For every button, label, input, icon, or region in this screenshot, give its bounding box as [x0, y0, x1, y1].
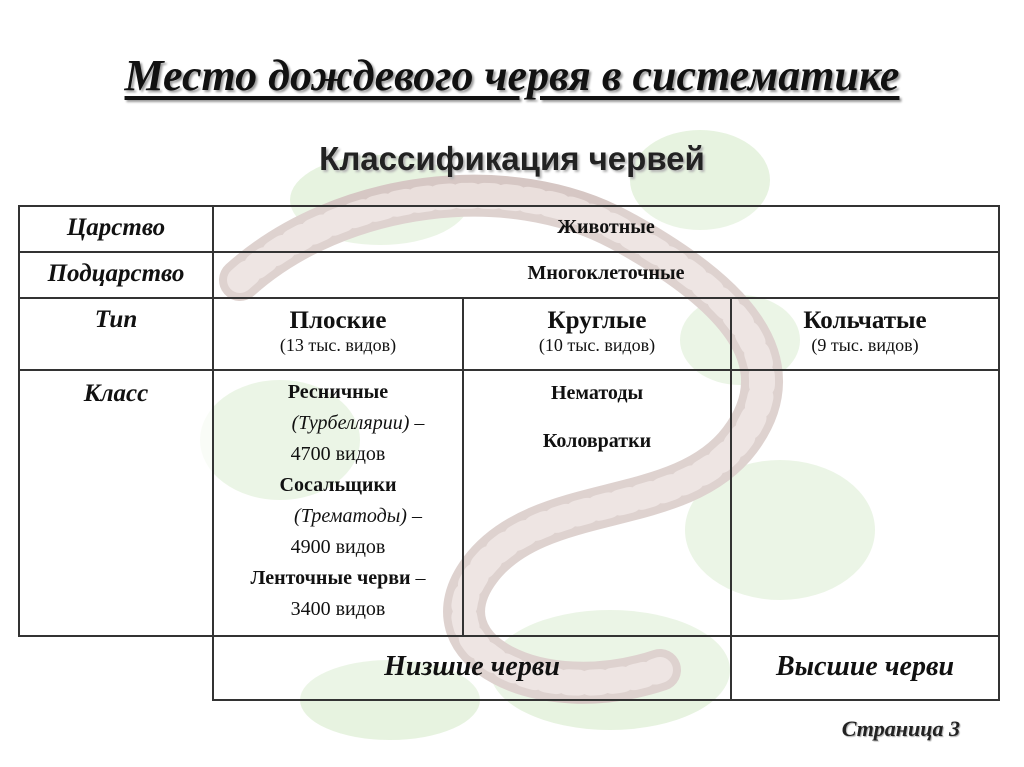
class-flukes: Сосальщики: [279, 474, 397, 496]
type-roundworms: [463, 298, 731, 370]
type-count: (13 тыс. видов): [279, 335, 397, 355]
kingdom-label: Царство: [19, 206, 213, 252]
page-title: Место дождевого червя в систематике: [124, 51, 900, 100]
kingdom-value: Животные: [213, 206, 999, 252]
class-ciliated: Ресничные: [287, 381, 389, 403]
annelid-classes: [731, 370, 999, 636]
table-row-type: [19, 298, 999, 370]
table-row-group: [19, 636, 999, 700]
type-flatworms: [213, 298, 463, 370]
table-row-class: [19, 370, 999, 636]
page-number: Страница 3: [841, 716, 960, 741]
class-tapeworms: Ленточные черви: [250, 567, 411, 589]
group-higher: Высшие черви: [731, 636, 999, 700]
empty-cell: [19, 636, 213, 700]
subkingdom-label: Подцарство: [19, 252, 213, 298]
table-row-kingdom: [19, 206, 999, 252]
subkingdom-value: Многоклеточные: [213, 252, 999, 298]
type-label: Тип: [19, 298, 213, 370]
class-tapeworms-count: 3400 видов: [290, 598, 386, 620]
classification-table: [18, 205, 1000, 701]
type-name: Кольчатые: [803, 307, 927, 334]
flatworm-classes: Ресничные (Турбеллярии) – 4700 видов Сосальщики (Трематоды) – 4900 видов Ленточные черви – 3400 видов: [213, 370, 463, 636]
class-rotifers: Коловратки: [542, 430, 652, 452]
class-ciliated-count: 4700 видов: [290, 443, 386, 465]
class-nematodes: Нематоды: [550, 382, 644, 404]
class-flukes-alt: (Трематоды): [294, 505, 407, 527]
type-count: (10 тыс. видов): [538, 335, 656, 355]
group-lower: Низшие черви: [213, 636, 731, 700]
type-name: Плоские: [289, 307, 387, 334]
type-count: (9 тыс. видов): [811, 335, 919, 355]
page-subtitle: Классификация червей: [319, 140, 705, 177]
class-label: Класс: [19, 370, 213, 636]
type-annelids: [731, 298, 999, 370]
class-ciliated-alt: (Турбеллярии): [291, 412, 410, 434]
type-name: Круглые: [547, 307, 647, 334]
table-row-subkingdom: [19, 252, 999, 298]
class-flukes-count: 4900 видов: [290, 536, 386, 558]
roundworm-classes: [463, 370, 731, 636]
